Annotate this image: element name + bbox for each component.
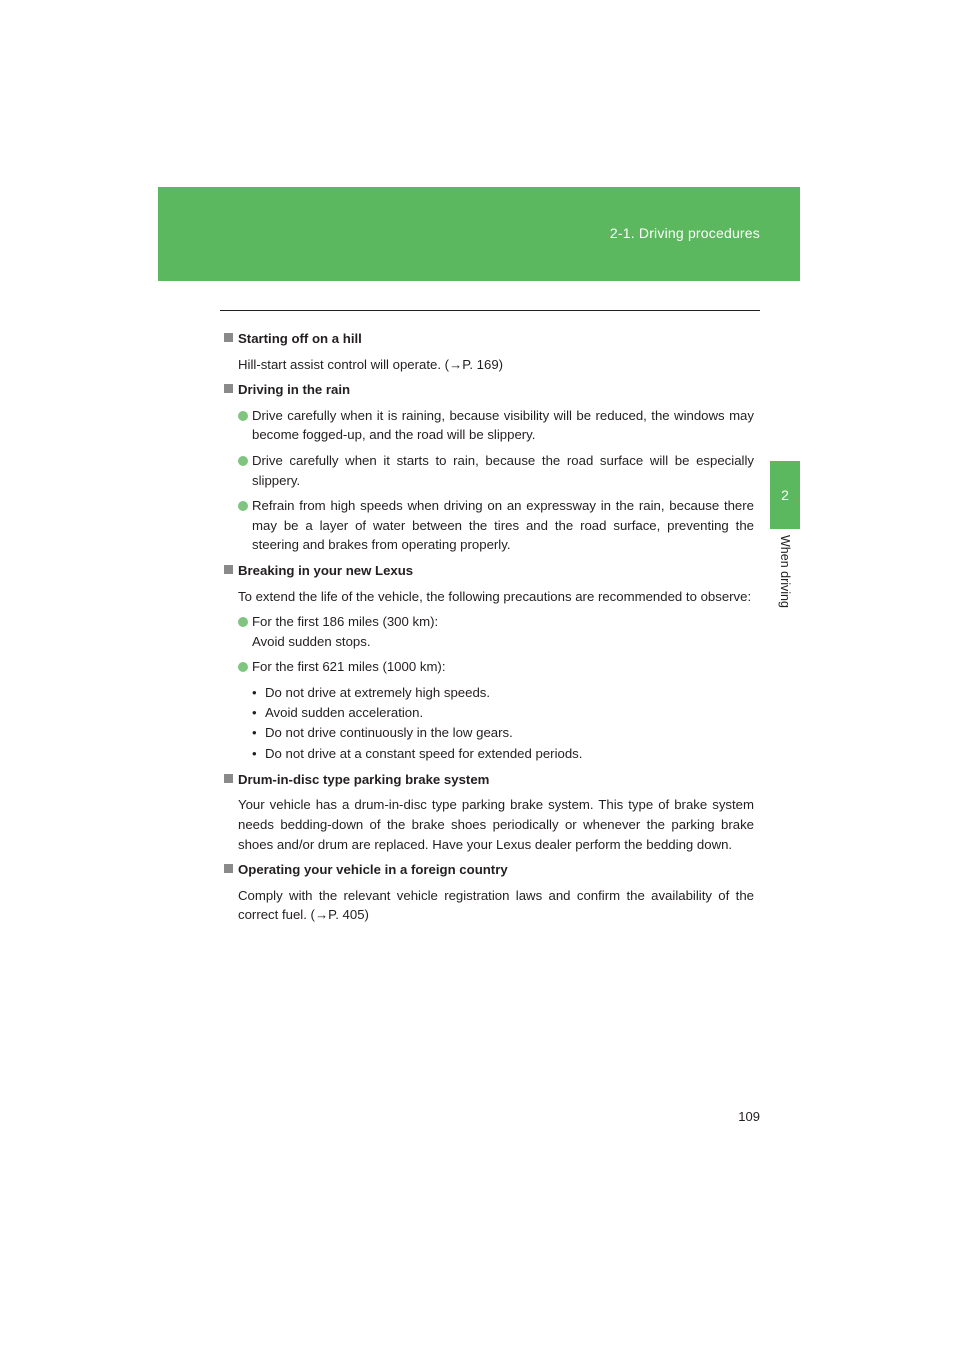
circle-bullet-icon bbox=[238, 501, 248, 511]
square-bullet-icon bbox=[224, 565, 233, 574]
section-heading bbox=[224, 329, 754, 349]
section-heading bbox=[224, 561, 754, 581]
chapter-tab-label-text: When driving bbox=[778, 535, 792, 608]
section-heading-text: Breaking in your new Lexus bbox=[238, 562, 414, 578]
section-body: Comply with the relevant vehicle registration laws and confirm the availability of the correct fuel. (→P. 405) bbox=[238, 887, 754, 923]
sub-list bbox=[252, 683, 754, 764]
list-item bbox=[238, 612, 754, 651]
small-bullet-icon: • bbox=[252, 745, 257, 761]
section-body: Your vehicle has a drum-in-disc type parking brake system. This type of brake system needs bedding-down of the brake shoes periodically or whenever the parking brake shoes and/or drum are replaced. Have your Lexus dealer perform the bedding down. bbox=[238, 797, 754, 852]
sub-list-item-text: Avoid sudden acceleration. bbox=[265, 705, 424, 721]
circle-bullet-icon bbox=[238, 617, 248, 627]
section-heading bbox=[224, 380, 754, 400]
circle-bullet-icon bbox=[238, 456, 248, 466]
page-number: 109 bbox=[738, 1109, 760, 1124]
page-content bbox=[224, 329, 754, 931]
list-item-text: For the first 186 miles (300 km): bbox=[252, 614, 439, 630]
section-body: To extend the life of the vehicle, the following precautions are recommended to observe: bbox=[238, 588, 752, 604]
header-band bbox=[158, 187, 800, 281]
small-bullet-icon: • bbox=[252, 725, 257, 741]
sub-list-item-text: Do not drive continuously in the low gears. bbox=[265, 725, 513, 741]
section-heading-text: Starting off on a hill bbox=[238, 331, 362, 346]
list-item bbox=[238, 451, 754, 490]
section-heading-text: Driving in the rain bbox=[238, 382, 351, 398]
square-bullet-icon bbox=[224, 333, 233, 342]
list-item-text: Drive carefully when it is raining, because visibility will be reduced, the windows may become fogged-up, and the road will be slippery. bbox=[252, 407, 754, 443]
list-item-text: For the first 621 miles (1000 km): bbox=[252, 659, 446, 675]
section-heading-text: Drum-in-disc type parking brake system bbox=[238, 771, 490, 787]
small-bullet-icon: • bbox=[252, 705, 257, 721]
section-heading bbox=[224, 860, 754, 880]
square-bullet-icon bbox=[224, 384, 233, 393]
sub-list-item-text: Do not drive at extremely high speeds. bbox=[265, 684, 491, 700]
list-item bbox=[238, 657, 754, 677]
small-bullet-icon: • bbox=[252, 684, 257, 700]
list-item-text: Avoid sudden stops. bbox=[252, 633, 371, 649]
sub-list-item-text: Do not drive at a constant speed for extended periods. bbox=[265, 745, 583, 761]
circle-bullet-icon bbox=[238, 411, 248, 421]
section-body: Hill-start assist control will operate. (→P. 169) bbox=[238, 356, 504, 372]
square-bullet-icon bbox=[224, 864, 233, 873]
square-bullet-icon bbox=[224, 774, 233, 783]
list-item-text: Refrain from high speeds when driving on an expressway in the rain, because there may be a layer of water between the tires and the road surface, preventing the steering and brakes from operating properly. bbox=[252, 498, 754, 553]
top-rule bbox=[220, 310, 760, 311]
section-heading-text: Operating your vehicle in a foreign country bbox=[238, 862, 508, 878]
chapter-tab-label bbox=[770, 535, 800, 630]
sub-list-item bbox=[252, 723, 754, 743]
list-item bbox=[238, 496, 754, 555]
circle-bullet-icon bbox=[238, 662, 248, 672]
list-item bbox=[238, 406, 754, 445]
list-item-text: Drive carefully when it starts to rain, because the road surface will be especially slippery. bbox=[252, 452, 754, 488]
section-title: 2-1. Driving procedures bbox=[609, 225, 760, 241]
sub-list-item bbox=[252, 744, 754, 764]
section-heading bbox=[224, 770, 754, 790]
sub-list-item bbox=[252, 683, 754, 703]
chapter-tab-number: 2 bbox=[770, 461, 800, 529]
sub-list-item bbox=[252, 703, 754, 723]
